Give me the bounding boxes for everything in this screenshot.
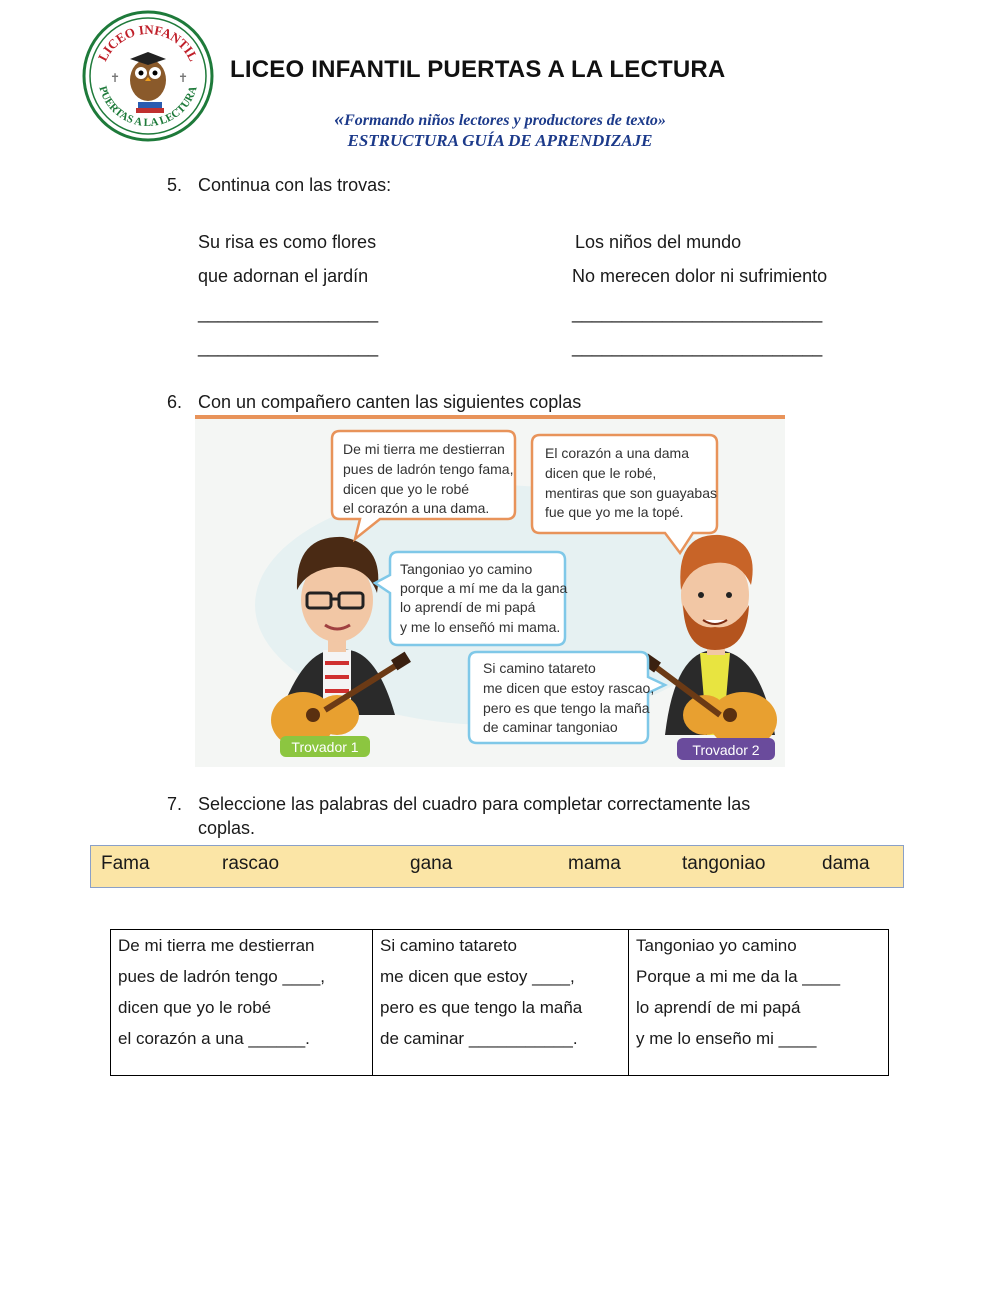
- bubble-1-line-3: dicen que yo le robé: [343, 481, 470, 497]
- q7-instruction-line-1: Seleccione las palabras del cuadro para completar correctamente las: [198, 794, 751, 814]
- guide-subtitle: ESTRUCTURA GUÍA DE APRENDIZAJE: [347, 131, 653, 150]
- copla-cell-3: [629, 930, 889, 1076]
- trovador-1-label: Trovador 1: [291, 739, 359, 755]
- q5-left-blank-2[interactable]: __________________: [198, 337, 379, 357]
- q5-right-blank-1[interactable]: _________________________: [572, 303, 823, 323]
- motto-open-quote: «: [334, 108, 345, 130]
- coplas-table: [110, 929, 889, 1076]
- copla-cell-1: [111, 930, 373, 1076]
- copla-2-line-1: Si camino tatareto: [380, 936, 518, 955]
- bubble-1-line-2: pues de ladrón tengo fama,: [343, 461, 514, 477]
- bubble-1-line-4: el corazón a una dama.: [343, 500, 490, 516]
- copla-3-line-3: lo aprendí de mi papá: [636, 998, 801, 1017]
- bubble-4-line-3: pero es que tengo la maña: [483, 700, 650, 716]
- word-bank: [90, 845, 904, 888]
- bubble-2-line-4: fue que yo me la topé.: [545, 504, 684, 520]
- bubble-4-line-2: me dicen que estoy rascao,: [483, 680, 655, 696]
- bubble-2-line-2: dicen que le robé,: [545, 465, 657, 481]
- trovador-2-label: Trovador 2: [692, 742, 760, 758]
- q6-instruction: Con un compañero canten las siguientes coplas: [198, 392, 582, 412]
- school-name: LICEO INFANTIL PUERTAS A LA LECTURA: [230, 56, 726, 83]
- copla-1-line-4[interactable]: el corazón a una ______.: [118, 1029, 310, 1048]
- copla-2-line-4[interactable]: de caminar ___________.: [380, 1029, 578, 1048]
- copla-2-line-2[interactable]: me dicen que estoy ____,: [380, 967, 575, 986]
- bubble-2-line-1: El corazón a una dama: [545, 445, 689, 461]
- copla-3-line-4[interactable]: y me lo enseño mi ____: [636, 1029, 817, 1048]
- word-bank-item[interactable]: rascao: [222, 853, 280, 874]
- logo-bottom-text: PUERTAS A LA LECTURA: [96, 84, 200, 130]
- q7-number: 7.: [167, 794, 183, 814]
- copla-2-line-3: pero es que tengo la maña: [380, 998, 583, 1017]
- q6-number: 6.: [167, 392, 183, 412]
- word-bank-item[interactable]: gana: [410, 853, 453, 874]
- bubble-2-line-3: mentiras que son guayabas: [545, 485, 717, 501]
- trovadores-illustration: [195, 415, 785, 767]
- copla-3-line-2[interactable]: Porque a mi me da la ____: [636, 967, 841, 986]
- q5-left-line-2: que adornan el jardín: [198, 266, 369, 286]
- copla-3-line-1: Tangoniao yo camino: [636, 936, 797, 955]
- bubble-4-line-4: de caminar tangoniao: [483, 719, 618, 735]
- q5-left-blank-1[interactable]: __________________: [198, 303, 379, 323]
- bubble-3-line-1: Tangoniao yo camino: [400, 561, 533, 577]
- q5-left-line-1: Su risa es como flores: [198, 232, 377, 252]
- q5-right-line-2: No merecen dolor ni sufrimiento: [572, 266, 828, 286]
- svg-text:✝: ✝: [110, 71, 121, 85]
- logo-top-text: LICEO INFANTIL: [94, 21, 202, 64]
- q5-right-line-1: Los niños del mundo: [575, 232, 742, 252]
- bubble-1-line-1: De mi tierra me destierran: [343, 441, 505, 457]
- copla-1-line-3: dicen que yo le robé: [118, 998, 272, 1017]
- bubble-3-line-3: lo aprendí de mi papá: [400, 599, 536, 615]
- copla-1-line-2[interactable]: pues de ladrón tengo ____,: [118, 967, 326, 986]
- word-bank-item[interactable]: mama: [568, 853, 621, 874]
- bubble-3-line-2: porque a mí me da la gana: [400, 580, 568, 596]
- motto: [0, 108, 1000, 131]
- q5-instruction: Continua con las trovas:: [198, 175, 392, 195]
- word-bank-item[interactable]: dama: [822, 853, 870, 874]
- q7-instruction-line-2: coplas.: [198, 818, 256, 838]
- q5-right-blank-2[interactable]: _________________________: [572, 337, 823, 357]
- svg-text:✝: ✝: [178, 71, 189, 85]
- word-bank-item[interactable]: Fama: [101, 853, 150, 874]
- motto-text: Formando niños lectores y productores de texto»: [344, 112, 666, 129]
- copla-cell-2: [373, 930, 629, 1076]
- bubble-3-line-4: y me lo enseñó mi mama.: [400, 619, 561, 635]
- word-bank-item[interactable]: tangoniao: [682, 853, 766, 874]
- bubble-4-line-1: Si camino tatareto: [483, 660, 596, 676]
- copla-1-line-1: De mi tierra me destierran: [118, 936, 315, 955]
- q5-number: 5.: [167, 175, 183, 195]
